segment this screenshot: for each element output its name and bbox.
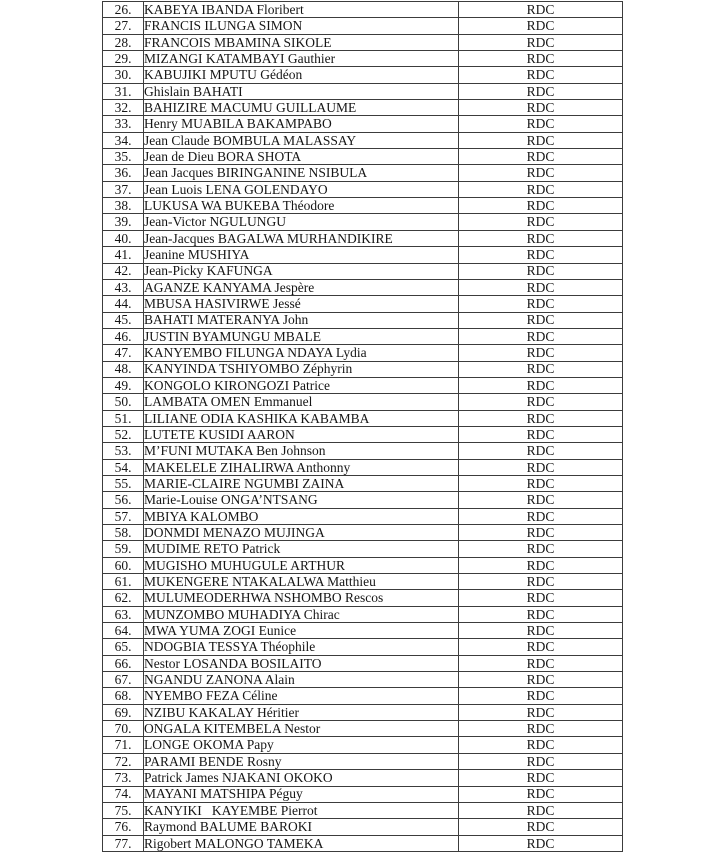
row-name: Rigobert MALONGO TAMEKA — [144, 835, 459, 851]
table-row — [103, 770, 623, 786]
row-country: RDC — [459, 100, 623, 116]
table-row — [103, 83, 623, 99]
row-name: PARAMI BENDE Rosny — [144, 753, 459, 769]
table-row — [103, 361, 623, 377]
row-name: NZIBU KAKALAY Héritier — [144, 704, 459, 720]
row-name: LONGE OKOMA Papy — [144, 737, 459, 753]
table-row — [103, 296, 623, 312]
table-row — [103, 541, 623, 557]
row-country: RDC — [459, 639, 623, 655]
row-country: RDC — [459, 410, 623, 426]
row-name: FRANCIS ILUNGA SIMON — [144, 18, 459, 34]
table-row — [103, 623, 623, 639]
row-country: RDC — [459, 394, 623, 410]
table-row — [103, 819, 623, 835]
row-name: DONMDI MENAZO MUJINGA — [144, 525, 459, 541]
table-row — [103, 459, 623, 475]
row-country: RDC — [459, 377, 623, 393]
row-number: 47. — [103, 345, 144, 361]
row-number: 50. — [103, 394, 144, 410]
row-number: 37. — [103, 181, 144, 197]
table-row — [103, 67, 623, 83]
row-name: Nestor LOSANDA BOSILAITO — [144, 655, 459, 671]
table-row — [103, 100, 623, 116]
row-country: RDC — [459, 574, 623, 590]
row-name: Raymond BALUME BAROKI — [144, 819, 459, 835]
row-country: RDC — [459, 279, 623, 295]
row-number: 42. — [103, 263, 144, 279]
row-number: 40. — [103, 230, 144, 246]
table-row — [103, 263, 623, 279]
row-country: RDC — [459, 492, 623, 508]
row-name: LAMBATA OMEN Emmanuel — [144, 394, 459, 410]
table-row — [103, 721, 623, 737]
row-country: RDC — [459, 688, 623, 704]
row-country: RDC — [459, 263, 623, 279]
row-country: RDC — [459, 165, 623, 181]
row-name: Jean Jacques BIRINGANINE NSIBULA — [144, 165, 459, 181]
row-number: 67. — [103, 672, 144, 688]
row-country: RDC — [459, 753, 623, 769]
table-row — [103, 230, 623, 246]
row-number: 36. — [103, 165, 144, 181]
table-row — [103, 475, 623, 491]
row-country: RDC — [459, 835, 623, 851]
table-row — [103, 574, 623, 590]
row-number: 62. — [103, 590, 144, 606]
row-number: 63. — [103, 606, 144, 622]
row-name: Marie-Louise ONGA’NTSANG — [144, 492, 459, 508]
row-number: 32. — [103, 100, 144, 116]
row-name: Ghislain BAHATI — [144, 83, 459, 99]
row-country: RDC — [459, 475, 623, 491]
table-row — [103, 492, 623, 508]
table-row — [103, 345, 623, 361]
row-number: 72. — [103, 753, 144, 769]
row-number: 76. — [103, 819, 144, 835]
row-name: MARIE-CLAIRE NGUMBI ZAINA — [144, 475, 459, 491]
row-number: 34. — [103, 132, 144, 148]
table-row — [103, 377, 623, 393]
row-number: 44. — [103, 296, 144, 312]
row-number: 69. — [103, 704, 144, 720]
table-row — [103, 426, 623, 442]
row-number: 71. — [103, 737, 144, 753]
row-country: RDC — [459, 116, 623, 132]
table-row — [103, 655, 623, 671]
row-country: RDC — [459, 672, 623, 688]
row-name: Jean Luois LENA GOLENDAYO — [144, 181, 459, 197]
row-name: KANYINDA TSHIYOMBO Zéphyrin — [144, 361, 459, 377]
row-number: 75. — [103, 802, 144, 818]
row-name: BAHIZIRE MACUMU GUILLAUME — [144, 100, 459, 116]
row-number: 38. — [103, 198, 144, 214]
table-row — [103, 525, 623, 541]
table-row — [103, 34, 623, 50]
row-country: RDC — [459, 770, 623, 786]
row-country: RDC — [459, 443, 623, 459]
table-row — [103, 312, 623, 328]
row-country: RDC — [459, 230, 623, 246]
table-row — [103, 443, 623, 459]
row-name: KANYEMBO FILUNGA NDAYA Lydia — [144, 345, 459, 361]
row-country: RDC — [459, 361, 623, 377]
row-country: RDC — [459, 247, 623, 263]
table-row — [103, 704, 623, 720]
row-number: 49. — [103, 377, 144, 393]
row-number: 52. — [103, 426, 144, 442]
row-name: ONGALA KITEMBELA Nestor — [144, 721, 459, 737]
row-country: RDC — [459, 786, 623, 802]
row-country: RDC — [459, 34, 623, 50]
row-number: 31. — [103, 83, 144, 99]
row-number: 29. — [103, 51, 144, 67]
row-name: MUGISHO MUHUGULE ARTHUR — [144, 557, 459, 573]
row-number: 39. — [103, 214, 144, 230]
table-row — [103, 557, 623, 573]
row-number: 55. — [103, 475, 144, 491]
row-name: Jean de Dieu BORA SHOTA — [144, 149, 459, 165]
row-country: RDC — [459, 802, 623, 818]
names-table — [102, 1, 623, 852]
row-country: RDC — [459, 606, 623, 622]
row-name: MULUMEODERHWA NSHOMBO Rescos — [144, 590, 459, 606]
row-country: RDC — [459, 459, 623, 475]
table-row — [103, 508, 623, 524]
row-country: RDC — [459, 655, 623, 671]
row-name: MWA YUMA ZOGI Eunice — [144, 623, 459, 639]
row-country: RDC — [459, 623, 623, 639]
row-number: 58. — [103, 525, 144, 541]
row-number: 45. — [103, 312, 144, 328]
table-row — [103, 394, 623, 410]
row-country: RDC — [459, 132, 623, 148]
table-row — [103, 688, 623, 704]
row-country: RDC — [459, 426, 623, 442]
row-name: NGANDU ZANONA Alain — [144, 672, 459, 688]
row-name: LILIANE ODIA KASHIKA KABAMBA — [144, 410, 459, 426]
row-country: RDC — [459, 198, 623, 214]
row-country: RDC — [459, 181, 623, 197]
row-country: RDC — [459, 67, 623, 83]
row-country: RDC — [459, 18, 623, 34]
row-name: MUKENGERE NTAKALALWA Matthieu — [144, 574, 459, 590]
row-name: NDOGBIA TESSYA Théophile — [144, 639, 459, 655]
row-country: RDC — [459, 721, 623, 737]
row-country: RDC — [459, 557, 623, 573]
row-number: 43. — [103, 279, 144, 295]
row-name: AGANZE KANYAMA Jespère — [144, 279, 459, 295]
row-name: KABEYA IBANDA Floribert — [144, 2, 459, 18]
row-name: KONGOLO KIRONGOZI Patrice — [144, 377, 459, 393]
row-number: 27. — [103, 18, 144, 34]
table-row — [103, 18, 623, 34]
row-number: 35. — [103, 149, 144, 165]
row-number: 33. — [103, 116, 144, 132]
table-row — [103, 149, 623, 165]
row-country: RDC — [459, 590, 623, 606]
row-number: 74. — [103, 786, 144, 802]
table-row — [103, 198, 623, 214]
row-number: 46. — [103, 328, 144, 344]
row-number: 70. — [103, 721, 144, 737]
table-row — [103, 181, 623, 197]
table-row — [103, 165, 623, 181]
row-number: 65. — [103, 639, 144, 655]
row-country: RDC — [459, 345, 623, 361]
row-country: RDC — [459, 149, 623, 165]
table-row — [103, 835, 623, 851]
table-row — [103, 214, 623, 230]
table-row — [103, 132, 623, 148]
row-name: MIZANGI KATAMBAYI Gauthier — [144, 51, 459, 67]
table-row — [103, 51, 623, 67]
row-name: Jean-Picky KAFUNGA — [144, 263, 459, 279]
table-row — [103, 590, 623, 606]
row-name: Jeanine MUSHIYA — [144, 247, 459, 263]
row-name: BAHATI MATERANYA John — [144, 312, 459, 328]
row-name: KABUJIKI MPUTU Gédéon — [144, 67, 459, 83]
row-country: RDC — [459, 51, 623, 67]
table-row — [103, 410, 623, 426]
row-name: M’FUNI MUTAKA Ben Johnson — [144, 443, 459, 459]
row-number: 60. — [103, 557, 144, 573]
table-row — [103, 802, 623, 818]
table-row — [103, 247, 623, 263]
row-country: RDC — [459, 737, 623, 753]
row-country: RDC — [459, 296, 623, 312]
row-number: 53. — [103, 443, 144, 459]
table-row — [103, 672, 623, 688]
row-number: 77. — [103, 835, 144, 851]
row-name: Henry MUABILA BAKAMPABO — [144, 116, 459, 132]
row-name: LUTETE KUSIDI AARON — [144, 426, 459, 442]
row-country: RDC — [459, 508, 623, 524]
row-name: Jean Claude BOMBULA MALASSAY — [144, 132, 459, 148]
row-country: RDC — [459, 328, 623, 344]
row-country: RDC — [459, 312, 623, 328]
row-name: MUDIME RETO Patrick — [144, 541, 459, 557]
table-row — [103, 279, 623, 295]
table-row — [103, 328, 623, 344]
row-country: RDC — [459, 2, 623, 18]
row-number: 51. — [103, 410, 144, 426]
row-country: RDC — [459, 541, 623, 557]
row-name: Patrick James NJAKANI OKOKO — [144, 770, 459, 786]
row-name: FRANCOIS MBAMINA SIKOLE — [144, 34, 459, 50]
row-name: Jean-Jacques BAGALWA MURHANDIKIRE — [144, 230, 459, 246]
row-name: NYEMBO FEZA Céline — [144, 688, 459, 704]
row-country: RDC — [459, 83, 623, 99]
row-name: JUSTIN BYAMUNGU MBALE — [144, 328, 459, 344]
row-name: MAKELELE ZIHALIRWA Anthonny — [144, 459, 459, 475]
row-name: KANYIKI KAYEMBE Pierrot — [144, 802, 459, 818]
table-row — [103, 639, 623, 655]
row-number: 56. — [103, 492, 144, 508]
names-table-body — [103, 2, 623, 852]
table-row — [103, 786, 623, 802]
row-number: 30. — [103, 67, 144, 83]
row-number: 66. — [103, 655, 144, 671]
row-number: 64. — [103, 623, 144, 639]
table-row — [103, 116, 623, 132]
table-row — [103, 2, 623, 18]
row-country: RDC — [459, 819, 623, 835]
table-row — [103, 606, 623, 622]
row-number: 57. — [103, 508, 144, 524]
row-number: 48. — [103, 361, 144, 377]
row-number: 73. — [103, 770, 144, 786]
row-number: 61. — [103, 574, 144, 590]
row-name: MAYANI MATSHIPA Péguy — [144, 786, 459, 802]
table-row — [103, 753, 623, 769]
row-country: RDC — [459, 525, 623, 541]
row-name: MUNZOMBO MUHADIYA Chirac — [144, 606, 459, 622]
row-number: 28. — [103, 34, 144, 50]
row-country: RDC — [459, 704, 623, 720]
row-number: 54. — [103, 459, 144, 475]
row-number: 59. — [103, 541, 144, 557]
row-number: 41. — [103, 247, 144, 263]
row-name: LUKUSA WA BUKEBA Théodore — [144, 198, 459, 214]
row-number: 68. — [103, 688, 144, 704]
row-name: MBIYA KALOMBO — [144, 508, 459, 524]
row-name: Jean-Victor NGULUNGU — [144, 214, 459, 230]
row-country: RDC — [459, 214, 623, 230]
row-number: 26. — [103, 2, 144, 18]
table-row — [103, 737, 623, 753]
row-name: MBUSA HASIVIRWE Jessé — [144, 296, 459, 312]
